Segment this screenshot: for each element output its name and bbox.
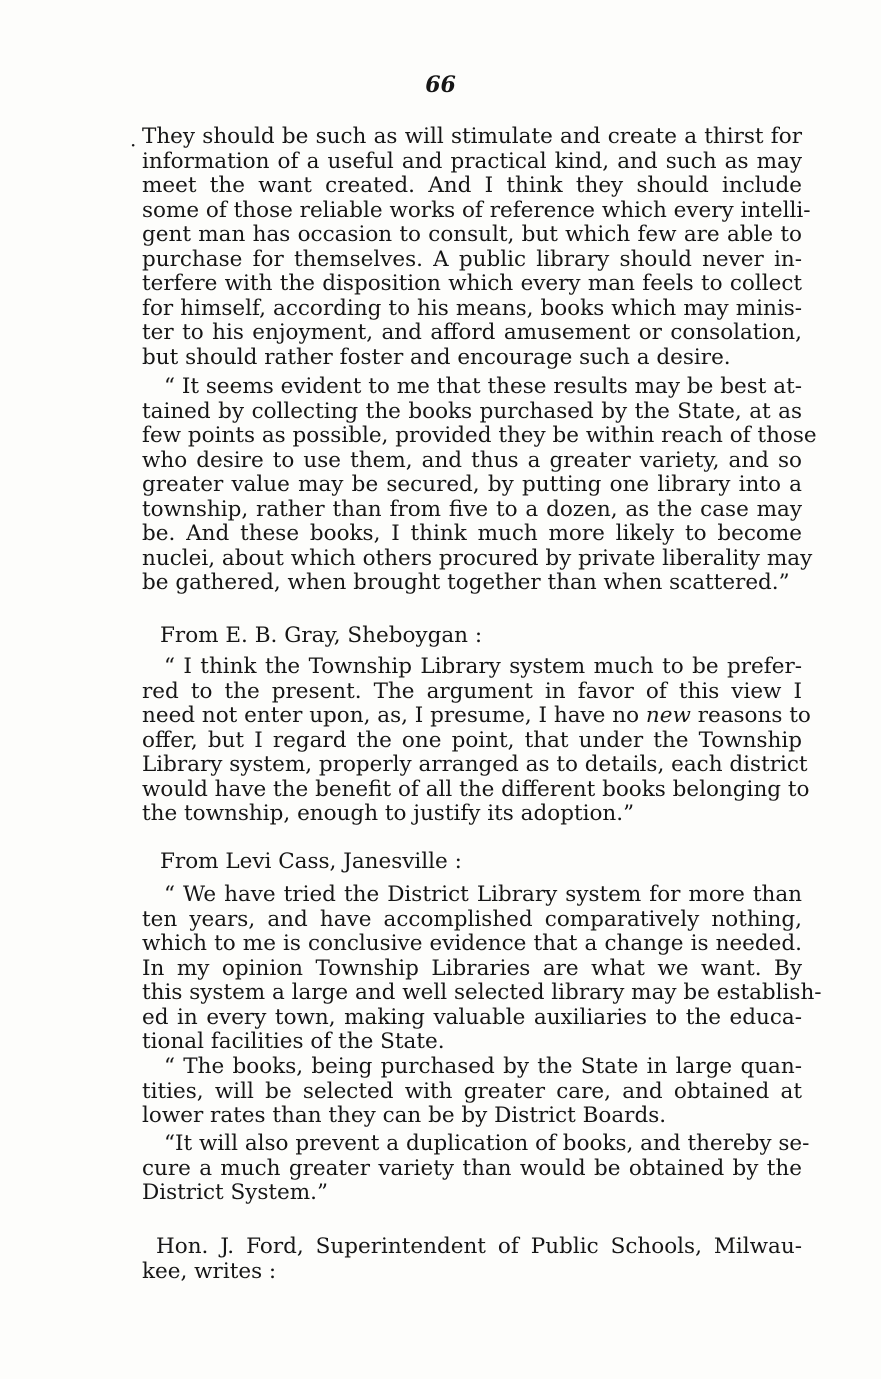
text-line: terfere with the disposition which every man feels to collect — [142, 271, 802, 296]
text-line: kee, writes : — [142, 1258, 277, 1284]
text-line: nuclei, about which others procured by private liberality may — [142, 545, 813, 571]
text-line — [142, 680, 802, 705]
paragraph-1 — [142, 124, 811, 370]
page-number: 66 — [425, 72, 456, 98]
text-line: They should be such as will stimulate and create a thirst for — [142, 124, 802, 149]
text-line: District System.” — [142, 1180, 328, 1205]
text-line: gent man has occasion to consult, but which few are able to — [142, 222, 802, 247]
paragraph-4 — [142, 882, 822, 1055]
text-line: township, rather than from five to a dozen, as the case may — [142, 496, 802, 522]
paragraph-6 — [142, 1131, 810, 1206]
text-line: be. And these books, I think much more likely to become — [142, 521, 802, 546]
text-run: the township, enough to justify its adoption.” — [142, 801, 635, 826]
text-line: for himself, according to his means, books which may minis- — [142, 295, 802, 321]
text-line: “ The books, being purchased by the State in large quan- — [164, 1054, 802, 1079]
text-line: who desire to use them, and thus a greater variety, and so — [142, 447, 802, 473]
emphasis-text: new — [645, 703, 691, 728]
text-line — [142, 752, 808, 778]
text-line: cure a much greater variety than would be obtained by the — [142, 1155, 802, 1181]
text-run: Library system, properly arranged as to details, each district — [142, 752, 808, 777]
text-line: “ It seems evident to me that these results may be best at- — [164, 374, 802, 399]
text-line: purchase for themselves. A public library should never in- — [142, 246, 802, 272]
text-line: meet the want created. And I think they should include — [142, 173, 802, 198]
text-line: this system a large and well selected library may be establish- — [142, 980, 822, 1005]
text-line: “ We have tried the District Library system for more than — [164, 882, 802, 907]
text-line: tities, will be selected with greater care, and obtained at — [142, 1078, 802, 1104]
text-line: be gathered, when brought together than when scattered.” — [142, 570, 790, 595]
text-line: ter to his enjoyment, and afford amusement or consolation, — [142, 320, 802, 345]
text-line: few points as possible, provided they be within reach of those — [142, 423, 817, 448]
text-run: would have the benefit of all the different books belonging to — [142, 776, 810, 802]
text-line: but should rather foster and encourage such a desire. — [142, 344, 731, 370]
text-line: which to me is conclusive evidence that a change is needed. — [142, 931, 802, 956]
text-line — [142, 776, 810, 803]
text-run: offer, but I regard the one point, that under the Township — [142, 727, 802, 753]
text-line: ed in every town, making valuable auxiliaries to the educa- — [142, 1004, 802, 1030]
section-heading-cass: From Levi Cass, Janesville : — [160, 849, 462, 874]
text-line — [142, 802, 802, 827]
text-run: “ I think the Township Library system much to be prefer- — [164, 654, 802, 679]
text-line: ten years, and have accomplished comparatively nothing, — [142, 906, 802, 932]
text-line: some of those reliable works of reference which every intelli- — [142, 197, 811, 223]
text-line — [142, 703, 811, 729]
text-line: greater value may be secured, by putting one library into a — [142, 472, 802, 497]
text-line: “It will also prevent a duplication of books, and thereby se- — [164, 1131, 810, 1156]
text-line — [142, 655, 802, 680]
text-line: information of a useful and practical kind, and such as may — [142, 148, 802, 174]
paragraph-7 — [142, 1235, 802, 1284]
text-line — [142, 729, 802, 754]
paragraph-5 — [142, 1055, 802, 1129]
text-line: In my opinion Township Libraries are what we want. By — [142, 955, 802, 981]
text-run: reasons to — [690, 703, 811, 728]
paragraph-3 — [142, 654, 811, 827]
paragraph-2 — [142, 374, 817, 596]
text-line: tional facilities of the State. — [142, 1029, 445, 1054]
text-line: Hon. J. Ford, Superintendent of Public Schools, Milwau- — [156, 1234, 802, 1259]
section-heading-gray: From E. B. Gray, Sheboygan : — [160, 623, 483, 648]
text-run: red to the present. The argument in favor of this view I — [142, 678, 802, 704]
margin-mark: · — [130, 133, 137, 157]
text-line: lower rates than they can be by District Boards. — [142, 1103, 667, 1128]
text-line: tained by collecting the books purchased by the State, at as — [142, 398, 802, 424]
text-run: need not enter upon, as, I presume, I have no — [142, 703, 646, 728]
